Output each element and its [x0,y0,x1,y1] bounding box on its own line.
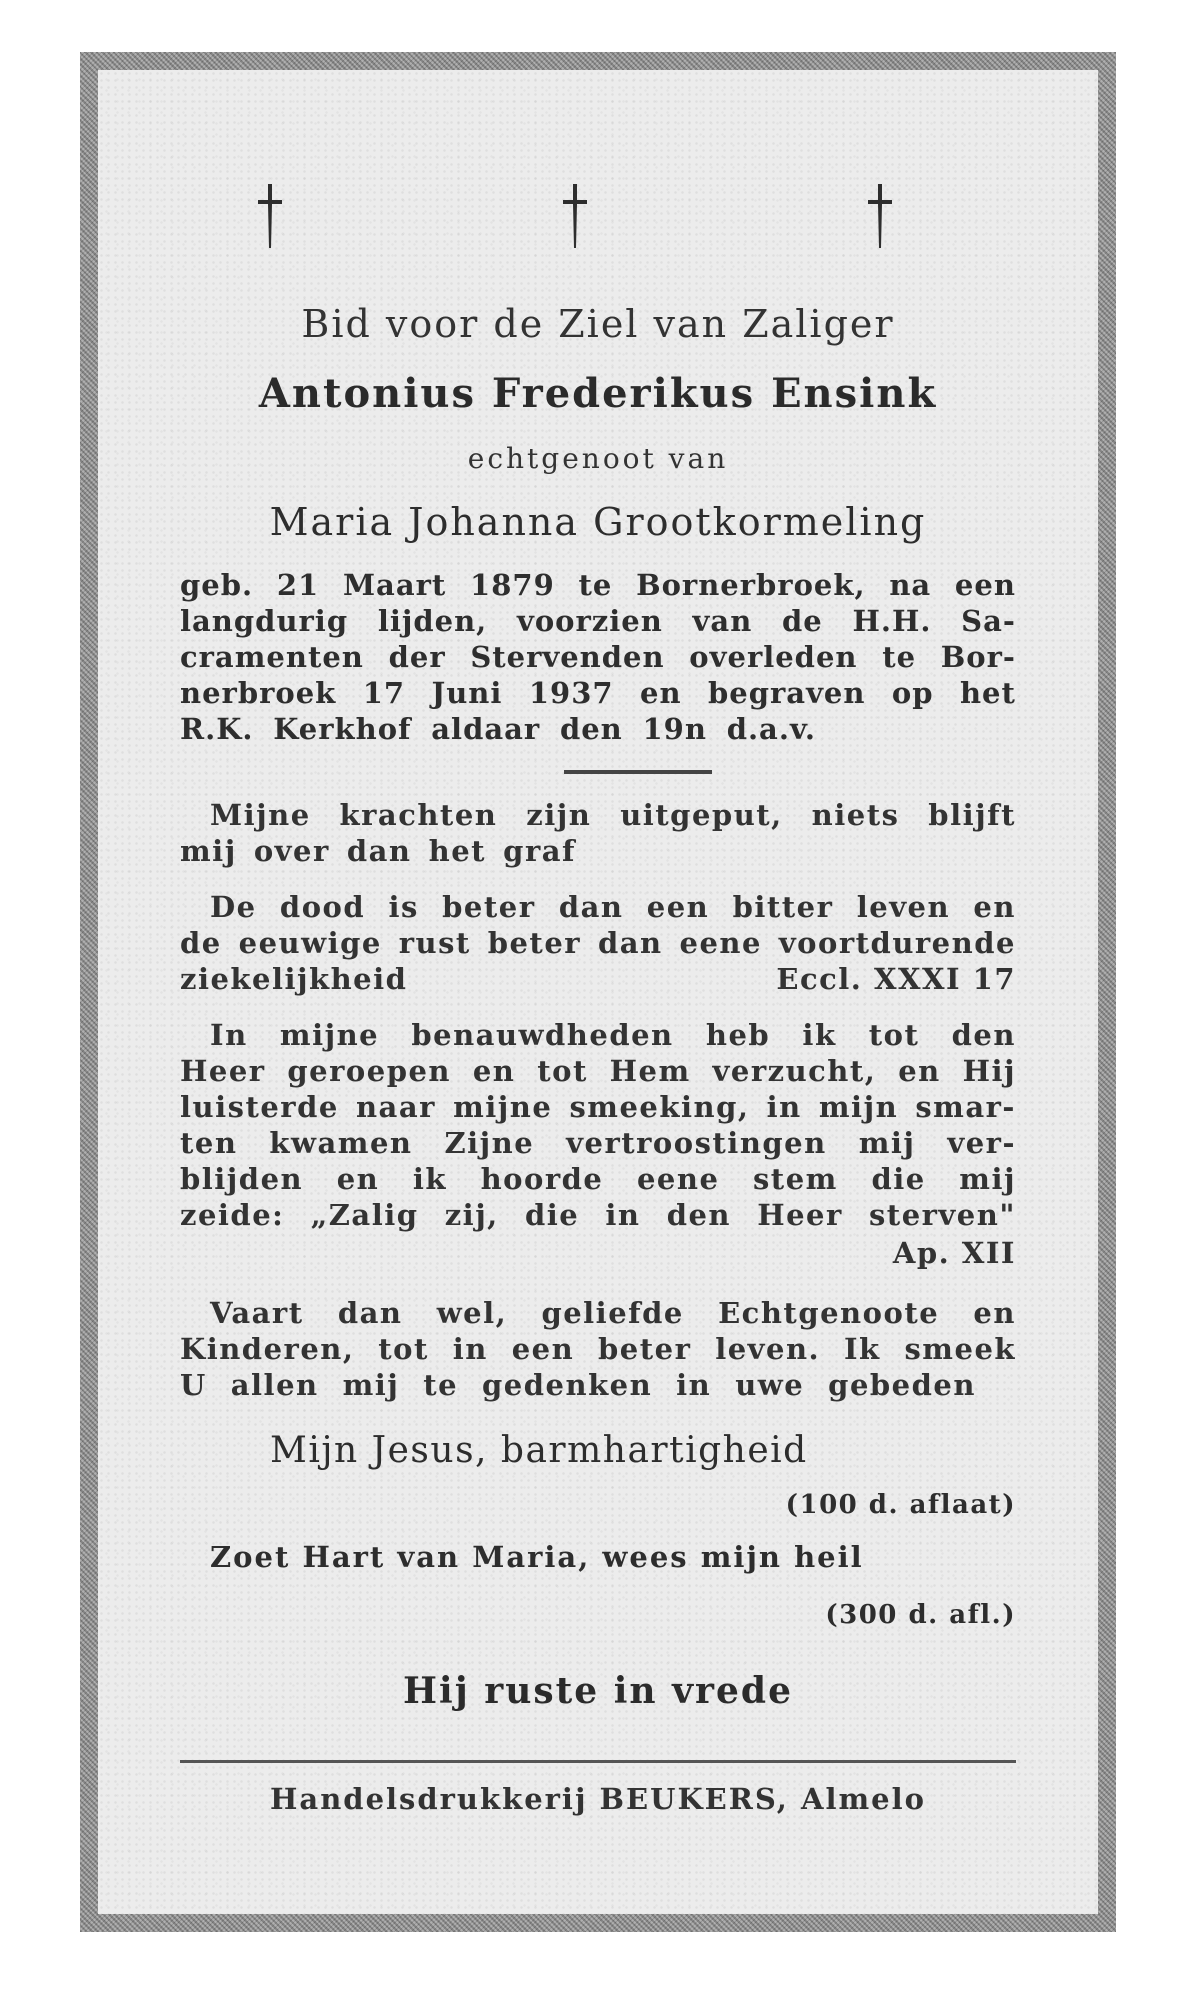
word: voortdurende [778,926,1016,960]
word: die [524,1198,580,1232]
word: en [472,1054,516,1088]
memorial-card-border [80,52,1116,1932]
word: R.K. [180,712,254,746]
word: smeeking, [569,1090,750,1124]
cross-icon [250,180,290,252]
word: dan [346,834,412,868]
word: smeek [904,1332,1016,1366]
word: beter [487,926,582,960]
word: lijden, [377,604,488,638]
word: Juni [431,676,503,710]
cross-icon [555,180,595,252]
card-content [180,70,1016,1914]
word: smar- [915,1090,1016,1124]
word: over [253,834,330,868]
word: en [973,1296,1016,1330]
word: Eccl. XXXI 17 [776,962,1016,996]
quote-line [180,926,1016,960]
word: en [336,1162,380,1196]
word: beter [442,890,536,924]
word: U [180,1368,207,1402]
word: Echtgenoote [718,1296,940,1330]
word: Hij [962,1054,1016,1088]
word: 1937 [528,676,614,710]
printer-divider [180,1760,1016,1763]
quote-line [180,834,576,868]
spouse-name: Maria Johanna Grootkormeling [269,500,927,544]
word: een [954,568,1016,602]
word: en [973,890,1016,924]
word: ziekelijkheid [180,962,408,996]
word: uitgeput, [620,798,783,832]
word: gebeden [828,1368,976,1402]
intro-line: Bid voor de Ziel van Zaliger [301,302,895,346]
word: na [889,568,932,602]
word: hoorde [480,1162,604,1196]
word: leven. [715,1332,821,1366]
word: beter [598,1332,692,1366]
bio-line [180,640,1016,674]
word: de [782,604,823,638]
word: in [605,1198,641,1232]
word: Mijne [210,798,311,832]
word: 1879 [470,568,555,602]
quote-line [180,1054,1016,1088]
word: den [559,712,623,746]
word: allen [230,1368,319,1402]
word: en [898,1054,941,1088]
quote-line [180,1198,1016,1232]
word: tot [378,1332,429,1366]
word: Kinderen, [180,1332,355,1366]
quote-line [180,798,1016,832]
prayer-line: Zoet Hart van Maria, wees mijn heil [210,1540,864,1574]
indulgence-note: (100 d. aflaat) [785,1490,1016,1520]
word: naar [355,1090,436,1124]
farewell-line [180,1368,976,1402]
word: In [210,1018,248,1052]
word: dood [279,890,366,924]
word: blijden [180,1162,304,1196]
word: sterven" [868,1198,1016,1232]
quote-line [180,1090,1016,1124]
word: mij [180,834,237,868]
word: heb [705,1018,771,1052]
word: het [959,676,1016,710]
bio-line [180,712,816,746]
indulgence-note: (300 d. afl.) [825,1600,1016,1630]
crosses-row [180,180,1016,260]
word: Stervenden [470,640,665,674]
word: eene [679,926,762,960]
word: leven [856,890,951,924]
cross-icon [860,180,900,252]
word: d.a.v. [726,712,816,746]
quote-line [180,962,1016,996]
word: H.H. [852,604,932,638]
word: een [511,1332,575,1366]
word: mij [342,1368,400,1402]
word: zeide: [180,1198,285,1232]
word: tot [868,1018,920,1052]
word: mij [858,1126,916,1160]
word: Maart [342,568,447,602]
printer-credit: Handelsdrukkerij BEUKERS, Almelo [270,1782,926,1816]
quote-line [180,1018,1016,1052]
word: mijne [279,1018,380,1052]
word: kwamen [269,1126,413,1160]
word: het [428,834,487,868]
word: 21 [276,568,320,602]
scripture-reference: Ap. XII [892,1236,1016,1270]
word: een [646,890,710,924]
word: uwe [735,1368,805,1402]
prayer-line: Mijn Jesus, barmhartigheid [270,1430,808,1471]
word: op [891,676,934,710]
word: in [452,1332,488,1366]
word: Zijne [444,1126,535,1160]
word: van [692,604,753,638]
word: ten [180,1126,238,1160]
word: te [578,568,613,602]
word: eene [636,1162,720,1196]
word: De [210,890,257,924]
word: Ik [843,1332,881,1366]
word: rust [398,926,471,960]
word: den [666,1198,732,1232]
word: mij [959,1162,1016,1196]
word: langdurig [180,604,349,638]
word: mijne [453,1090,553,1124]
word: die [871,1162,926,1196]
word: wel, [436,1296,508,1330]
word: dan [337,1296,403,1330]
word: benauwdheden [411,1018,674,1052]
word: in [766,1090,802,1124]
word: stem [752,1162,838,1196]
word: gedenken [482,1368,653,1402]
word: is [388,890,419,924]
quote-line [180,1162,1016,1196]
word: ik [802,1018,837,1052]
word: dan [597,926,663,960]
word: vertroostingen [566,1126,827,1160]
word: te [882,640,917,674]
word: Heer [180,1054,266,1088]
word: zijn [526,798,592,832]
farewell-line [180,1332,1016,1366]
word: ik [412,1162,447,1196]
spouse-label: echtgenoot van [467,442,729,475]
word: Bor- [940,640,1016,674]
word: in [676,1368,712,1402]
bio-line [180,568,1016,602]
memorial-card [98,70,1098,1914]
word: Vaart [210,1296,304,1330]
word: begraven [708,676,866,710]
word: der [388,640,446,674]
word: Kerkhof [273,712,412,746]
word: verzucht, [712,1054,877,1088]
word: en [640,676,682,710]
bio-line [180,676,1016,710]
divider [564,770,712,774]
word: Hem [609,1054,691,1088]
word: luisterde [180,1090,339,1124]
word: eeuwige [238,926,382,960]
word: tot [537,1054,588,1088]
word: nerbroek [180,676,337,710]
word: „Zalig [310,1198,419,1232]
word: zij, [444,1198,499,1232]
word: den [951,1018,1016,1052]
word: dan [558,890,624,924]
word: de [180,926,222,960]
deceased-name: Antonius Frederikus Ensink [258,370,938,417]
quote-line [180,1126,1016,1160]
word: niets [811,798,900,832]
word: ver- [947,1126,1016,1160]
farewell-line [180,1296,1016,1330]
closing-line: Hij ruste in vrede [403,1670,793,1712]
word: blijft [928,798,1016,832]
word: cramenten [180,640,364,674]
word: krachten [339,798,498,832]
word: voorzien [516,604,663,638]
word: Heer [757,1198,843,1232]
word: 17 [362,676,406,710]
word: graf [503,834,576,868]
word: 19n [642,712,707,746]
word: geb. [180,568,254,602]
word: mijn [818,1090,899,1124]
quote-line [180,890,1016,924]
word: Sa- [961,604,1016,638]
bio-line [180,604,1016,638]
word: geroepen [287,1054,452,1088]
word: overleden [689,640,858,674]
word: bitter [732,890,834,924]
word: aldaar [431,712,541,746]
word: te [423,1368,459,1402]
word: geliefde [541,1296,684,1330]
word: Bornerbroek, [636,568,866,602]
